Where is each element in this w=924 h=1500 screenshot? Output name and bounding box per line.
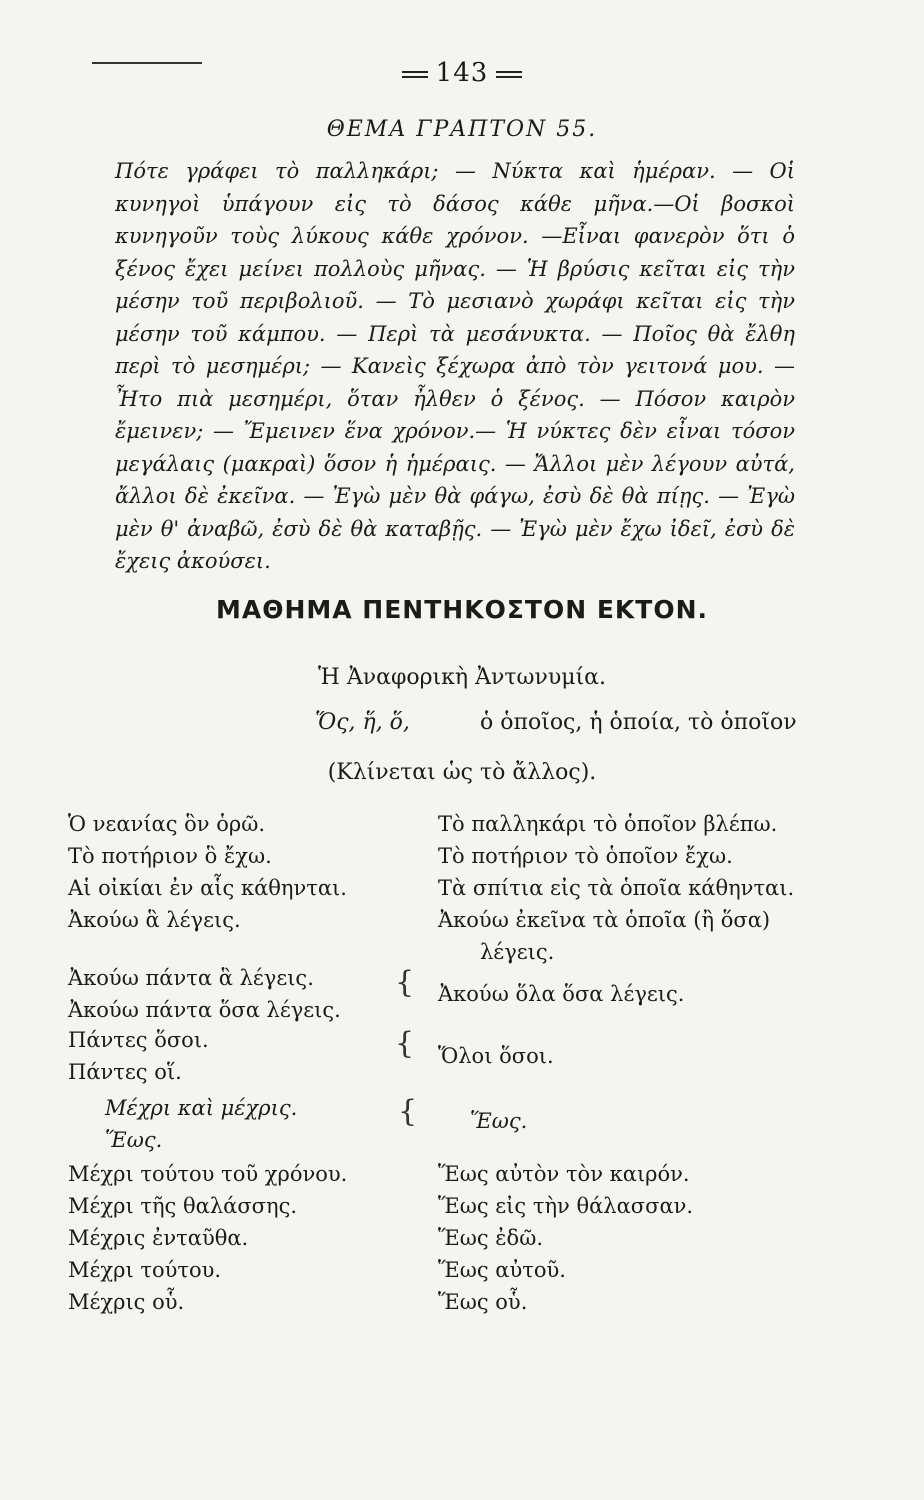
- example-line: Αἱ οἰκίαι ἐν αἷς κάθηνται.: [68, 876, 347, 900]
- example-line: Πάντες ὅσοι.: [68, 1028, 209, 1052]
- right-bottom-examples: [438, 1158, 693, 1318]
- example-line: Πάντες οἵ.: [68, 1060, 182, 1084]
- example-line: Μέχρι τούτου τοῦ χρόνου.: [68, 1162, 348, 1186]
- lesson-subtitle: Ἡ Ἀναφορικὴ Ἀντωνυμία.: [318, 665, 606, 690]
- example-line: Ἕως οὗ.: [438, 1290, 528, 1314]
- example-line: Ἀκούω ἐκεῖνα τὰ ὁποῖα (ἢ ὅσα): [438, 908, 771, 932]
- example-line: Ἀκούω πάντα ἃ λέγεις.: [68, 966, 314, 990]
- example-line: Μέχρι τῆς θαλάσσης.: [68, 1194, 298, 1218]
- example-line: Ὁ νεανίας ὃν ὁρῶ.: [68, 812, 266, 836]
- example-line: Ἕως.: [470, 1109, 528, 1133]
- example-line: Ἀκούω ὅλα ὅσα λέγεις.: [438, 982, 685, 1006]
- left-examples: [68, 808, 347, 936]
- modern-forms: ὁ ὁποῖος, ἡ ὁποία, τὸ ὁποῖον: [480, 710, 797, 735]
- example-line: Τὸ ποτήριον τὸ ὁποῖον ἔχω.: [438, 844, 733, 868]
- page-number-ornament-left: [402, 71, 428, 78]
- example-line: Μέχρι τούτου.: [68, 1258, 222, 1282]
- example-line: Μέχρις οὗ.: [68, 1290, 185, 1314]
- example-line: Ἕως ἐδῶ.: [438, 1226, 543, 1250]
- example-line: Τὰ σπίτια εἰς τὰ ὁποῖα κάθηνται.: [438, 876, 795, 900]
- brace-icon: {: [395, 1026, 415, 1061]
- brace-icon: {: [395, 965, 415, 1000]
- example-line: Ἀκούω ἃ λέγεις.: [68, 908, 241, 932]
- right-group-1: [438, 978, 684, 1010]
- example-line: Ἕως αὐτοῦ.: [438, 1258, 566, 1282]
- page-number: [0, 58, 924, 88]
- example-line: Μέχρις ἐνταῦθα.: [68, 1226, 249, 1250]
- left-group-2: [68, 1024, 209, 1088]
- ancient-forms: Ὅς, ἥ, ὅ,: [315, 710, 410, 735]
- left-group-3: [105, 1092, 297, 1156]
- right-examples: [438, 808, 794, 968]
- example-line: λέγεις.: [480, 940, 555, 964]
- right-group-3: [470, 1105, 527, 1137]
- left-bottom-examples: [68, 1158, 347, 1318]
- example-line: Ἕως αὐτὸν τὸν καιρόν.: [438, 1162, 690, 1186]
- right-group-2: [438, 1040, 554, 1072]
- page-number-ornament-right: [496, 71, 522, 78]
- exercise-paragraph: Πότε γράφει τὸ παλληκάρι; — Νύκτα καὶ ἡμέραν. — Οἱ κυνηγοὶ ὑπάγουν εἰς τὸ δάσος κάθε μῆνα.—Οἱ βοσκοὶ κυνηγοῦν τοὺς λύκους κάθε χρόνον. —Εἶναι φανερὸν ὅτι ὁ ξένος ἔχει μείνει πολλοὺς μῆνας. — Ἡ βρύσις κεῖται εἰς τὴν μέσην τοῦ περιβολιοῦ. — Τὸ μεσιανὸ χωράφι κεῖται εἰς τὴν μέσην τοῦ κάμπου. — Περὶ τὰ μεσάνυκτα. — Ποῖος θὰ ἔλθη περὶ τὸ μεσημέρι; — Κανεὶς ξέχωρα ἀπὸ τὸν γειτονά μου. — Ἦτο πιὰ μεσημέρι, ὅταν ἦλθεν ὁ ξένος. — Πόσον καιρὸν ἔμεινεν; — Ἔμεινεν ἕνα χρόνον.— Ἡ νύκτες δὲν εἶναι τόσον μεγάλαις (μακραὶ) ὅσον ἡ ἡμέραις. — Ἄλλοι μὲν λέγουν αὐτά, ἄλλοι δὲ ἐκεῖνα. — Ἐγὼ μὲν θὰ φάγω, ἐσὺ δὲ θὰ πίῃς. — Ἐγὼ μὲν θ' ἀναβῶ, ἐσὺ δὲ θὰ καταβῇς. — Ἐγὼ μὲν ἔχω ἰδεῖ, ἐσὺ δὲ ἔχεις ἀκούσει.: [115, 159, 795, 573]
- page-number-text: 143: [435, 58, 489, 88]
- example-line: Τὸ παλληκάρι τὸ ὁποῖον βλέπω.: [438, 812, 778, 836]
- brace-icon: {: [398, 1094, 418, 1129]
- example-line: Ἀκούω πάντα ὅσα λέγεις.: [68, 998, 341, 1022]
- example-line: Ἕως εἰς τὴν θάλασσαν.: [438, 1194, 694, 1218]
- lesson-title: ΜΑΘΗΜΑ ΠΕΝΤΗΚΟΣΤΟΝ ΕΚΤΟΝ.: [215, 595, 709, 624]
- left-group-1: [68, 962, 341, 1026]
- theme-title: ΘΕΜΑ ΓΡΑΠΤΟΝ 55.: [326, 117, 598, 142]
- example-line: Ἕως.: [105, 1128, 163, 1152]
- example-line: Τὸ ποτήριον ὃ ἔχω.: [68, 844, 272, 868]
- example-line: Μέχρι καὶ μέχρις.: [105, 1096, 298, 1120]
- example-line: Ὅλοι ὅσοι.: [438, 1044, 554, 1068]
- declension-note: (Κλίνεται ὡς τὸ ἄλλος).: [327, 760, 597, 785]
